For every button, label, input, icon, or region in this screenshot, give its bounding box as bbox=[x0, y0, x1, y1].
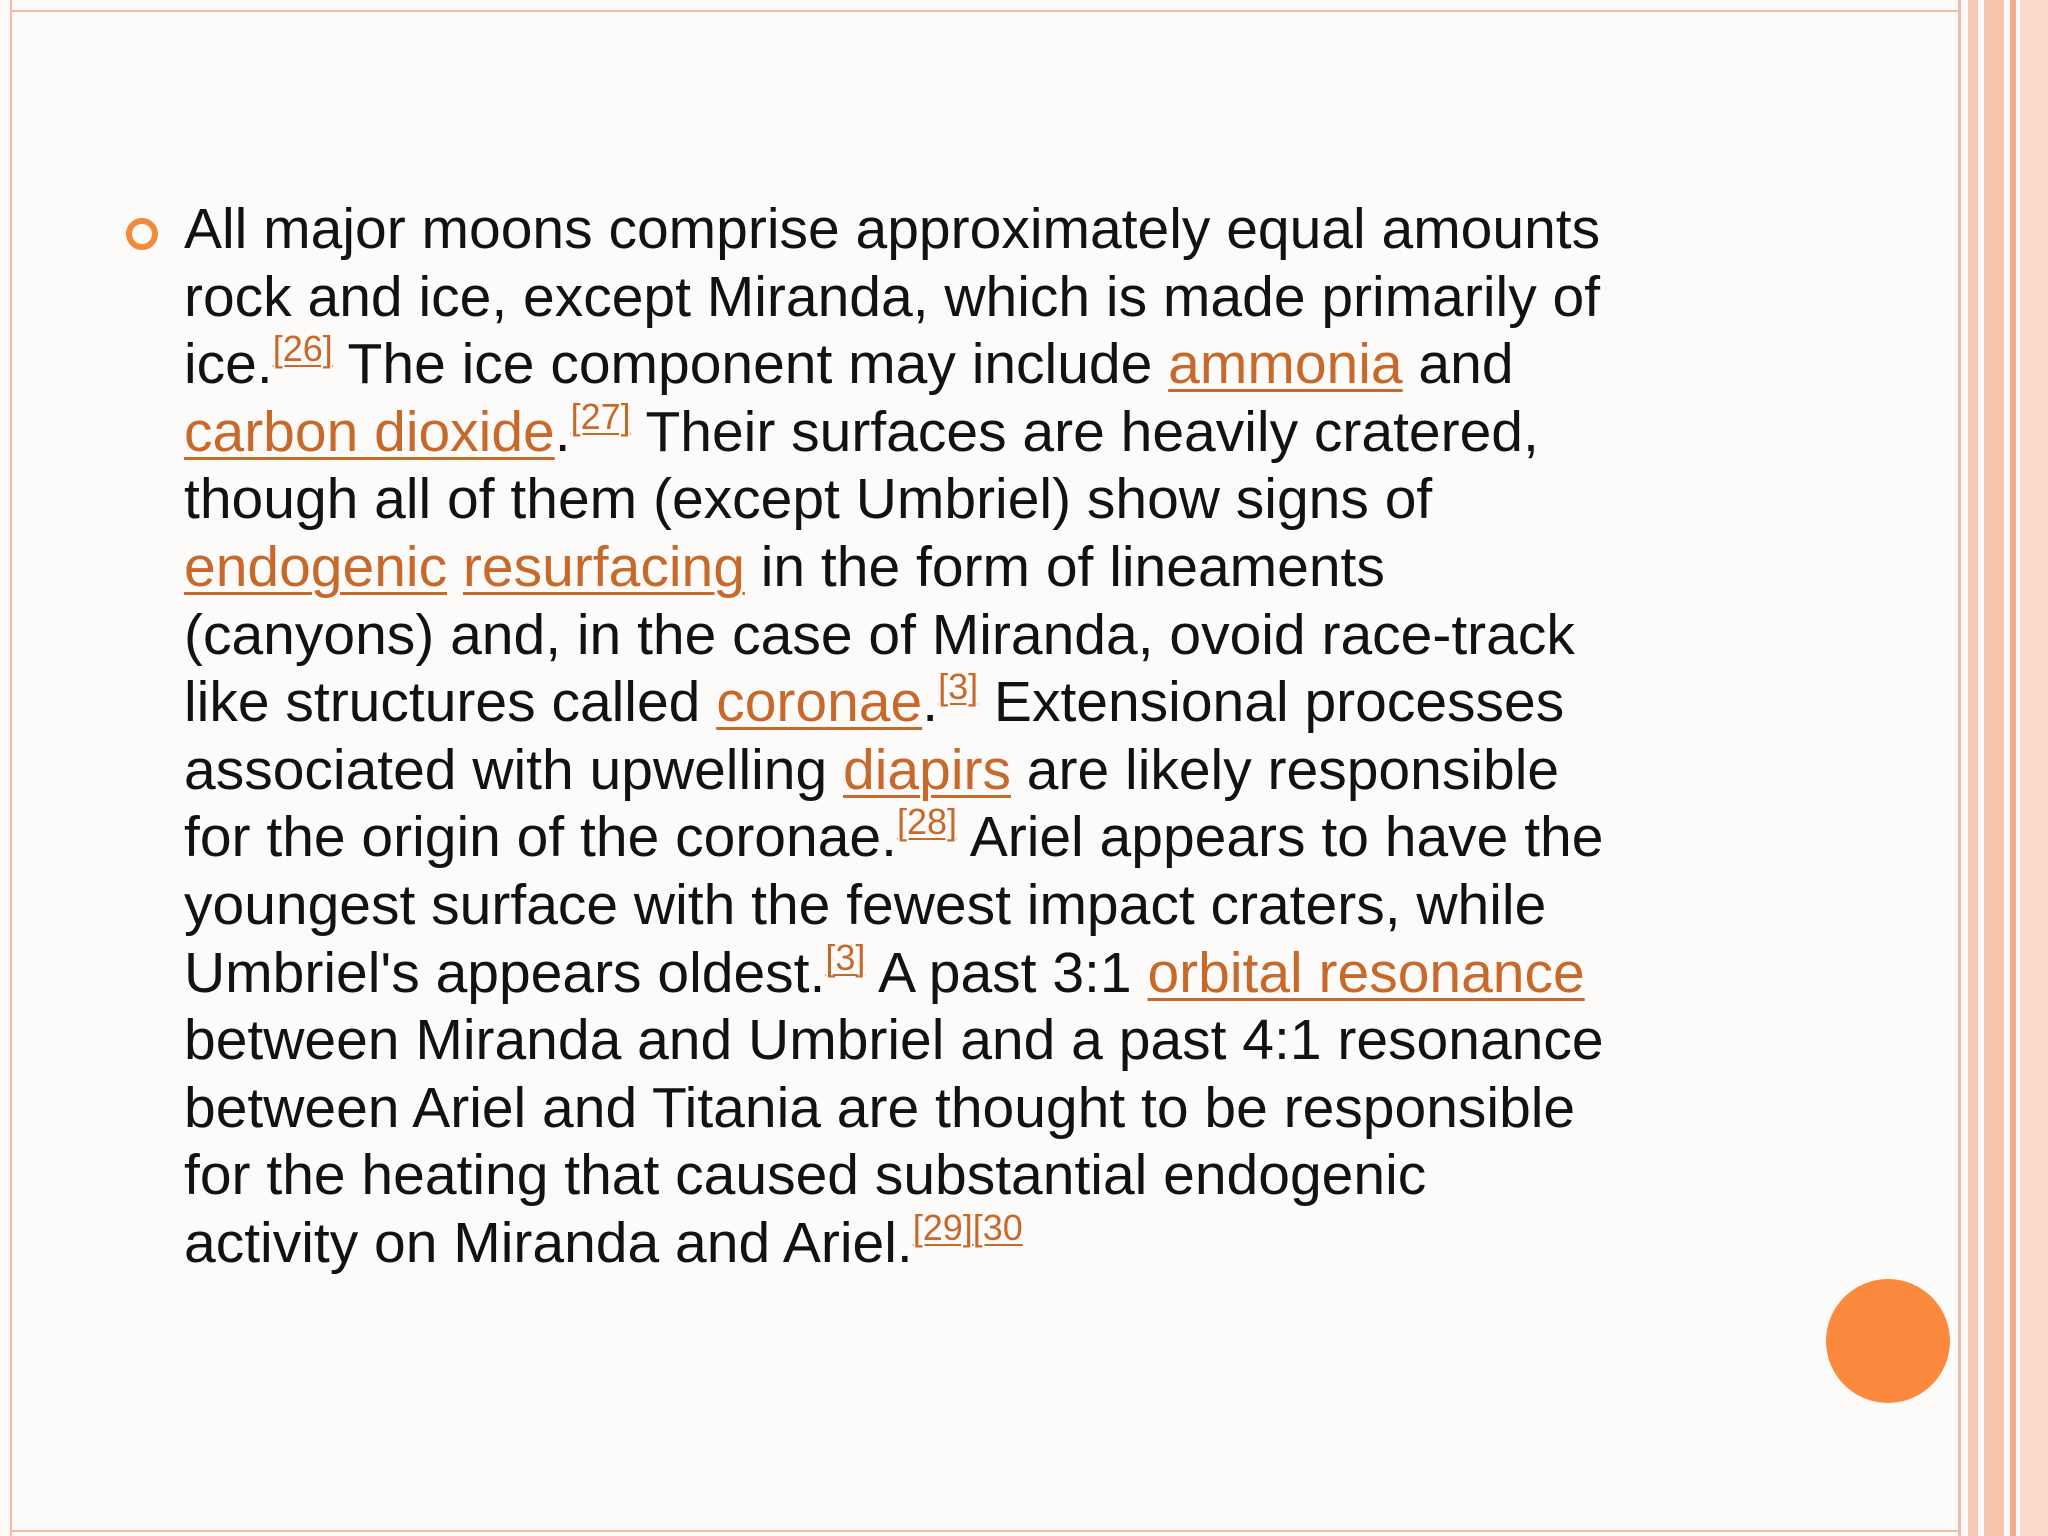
paragraph-line bbox=[184, 872, 1764, 940]
text: . bbox=[922, 670, 939, 735]
citation-link-28[interactable]: [28] bbox=[896, 801, 957, 843]
text: youngest surface with the fewest impact craters, while bbox=[184, 872, 1547, 937]
frame-bottom-line bbox=[10, 1530, 1960, 1532]
paragraph-line bbox=[184, 602, 1764, 670]
text: between Ariel and Titania are thought to be responsible bbox=[184, 1075, 1576, 1140]
paragraph-line bbox=[184, 395, 1764, 467]
hollow-circle-bullet-icon bbox=[126, 218, 158, 250]
text: for the origin of the coronae. bbox=[184, 805, 897, 870]
paragraph-line bbox=[184, 1075, 1764, 1143]
paragraph-line bbox=[184, 1007, 1764, 1075]
frame-left-line bbox=[10, 0, 12, 1536]
text: Umbriel's appears oldest. bbox=[184, 940, 826, 1005]
text: The ice component may include bbox=[332, 332, 1169, 397]
citation-link-29-30[interactable]: [29][30 bbox=[912, 1206, 1023, 1248]
orange-circle-decoration bbox=[1826, 1279, 1950, 1403]
paragraph-line bbox=[184, 1142, 1764, 1210]
paragraph-line bbox=[184, 737, 1764, 805]
link-coronae[interactable]: coronae bbox=[716, 670, 923, 735]
paragraph-line bbox=[184, 801, 1764, 872]
text: activity on Miranda and Ariel. bbox=[184, 1210, 913, 1275]
right-stripe-5 bbox=[2020, 0, 2048, 1536]
bullet-paragraph bbox=[184, 196, 1764, 1278]
right-stripe-3 bbox=[1984, 0, 2004, 1536]
link-ammonia[interactable]: ammonia bbox=[1168, 332, 1403, 397]
text: ice. bbox=[184, 332, 273, 397]
paragraph-line bbox=[184, 466, 1764, 534]
paragraph-line bbox=[184, 264, 1764, 332]
text: Ariel appears to have the bbox=[957, 805, 1604, 870]
text: rock and ice, except Miranda, which is made primarily of bbox=[184, 264, 1601, 329]
text: in the form of lineaments bbox=[744, 534, 1385, 599]
text bbox=[447, 535, 463, 599]
right-stripe-1 bbox=[1958, 0, 1961, 1536]
right-stripe-2 bbox=[1968, 0, 1978, 1536]
paragraph-line bbox=[184, 196, 1764, 264]
link-resurfacing[interactable]: resurfacing bbox=[462, 534, 745, 599]
text: though all of them (except Umbriel) show signs of bbox=[184, 467, 1433, 532]
text: are likely responsible bbox=[1010, 737, 1560, 802]
text: Their surfaces are heavily cratered, bbox=[630, 399, 1539, 464]
text: Extensional processes bbox=[978, 670, 1565, 735]
paragraph-line bbox=[184, 666, 1764, 737]
citation-link-26[interactable]: [26] bbox=[272, 328, 333, 370]
text: between Miranda and Umbriel and a past 4:1 resonance bbox=[184, 1008, 1604, 1073]
citation-link-27[interactable]: [27] bbox=[570, 395, 631, 437]
text: for the heating that caused substantial endogenic bbox=[184, 1143, 1427, 1208]
text: . bbox=[554, 399, 571, 464]
text: and bbox=[1402, 332, 1514, 397]
text: associated with upwelling bbox=[184, 737, 844, 802]
text: All major moons comprise approximately equal amounts bbox=[184, 197, 1601, 261]
paragraph-line bbox=[184, 1206, 1764, 1278]
link-carbon-dioxide[interactable]: carbon dioxide bbox=[184, 399, 555, 464]
text: (canyons) and, in the case of Miranda, ovoid race-track bbox=[184, 602, 1575, 667]
paragraph-line bbox=[184, 328, 1764, 399]
paragraph-line bbox=[184, 534, 1764, 602]
text: like structures called bbox=[184, 670, 717, 735]
link-endogenic[interactable]: endogenic bbox=[184, 534, 448, 599]
frame-top-line bbox=[10, 10, 1960, 12]
text: A past 3:1 bbox=[865, 940, 1148, 1005]
right-stripe-4 bbox=[2010, 0, 2016, 1536]
citation-link-3[interactable]: [3] bbox=[938, 666, 979, 708]
paragraph-line bbox=[184, 936, 1764, 1008]
citation-link-3b[interactable]: [3] bbox=[825, 936, 866, 978]
link-orbital-resonance[interactable]: orbital resonance bbox=[1147, 940, 1585, 1005]
link-diapirs[interactable]: diapirs bbox=[843, 737, 1011, 802]
